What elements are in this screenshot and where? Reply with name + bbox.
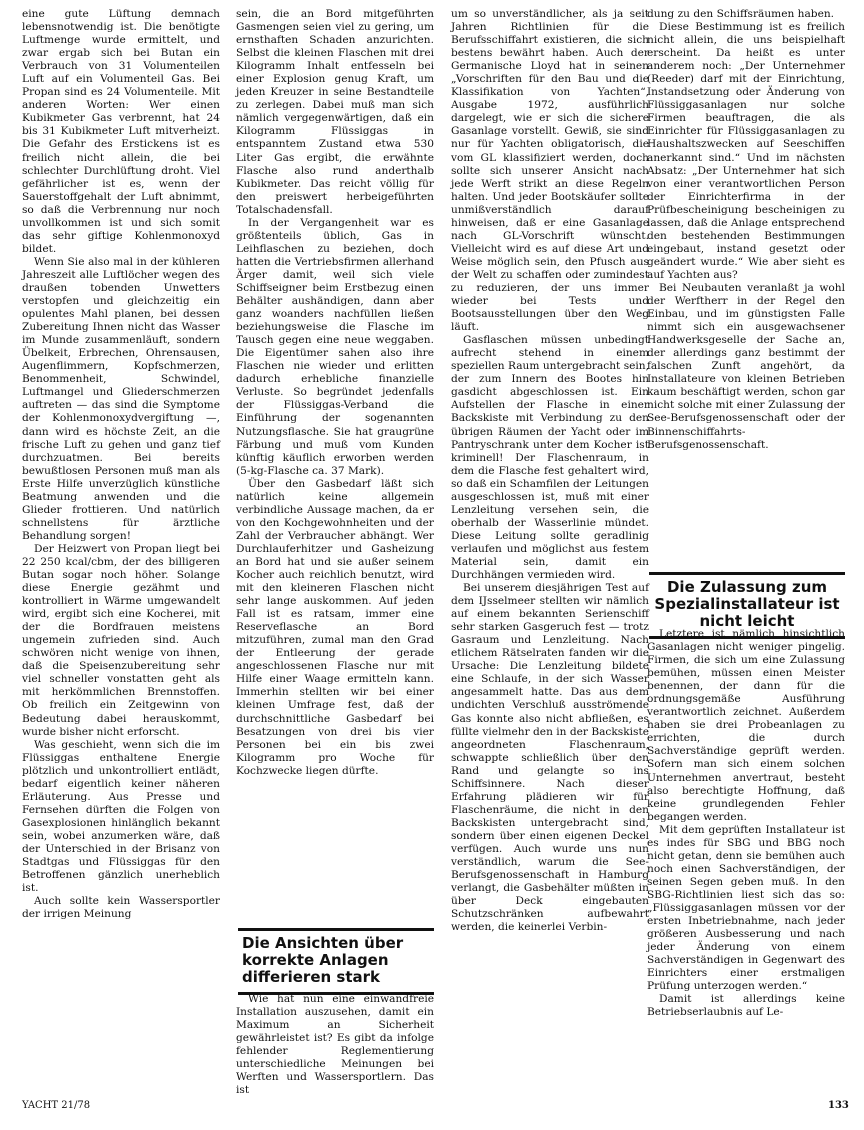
paragraph: Auch sollte kein Wassersportler der irrigen Meinung [22,895,220,921]
paragraph: Diese Bestimmung ist es freilich nicht allein, die uns beispielhaft erscheint. Da heißt es unter anderem noch: „Der Unternehmer (Reeder) darf mit der Einrichtung, Instandsetzung oder Änderung von Flüssiggasanlagen nur solche Firmen beauftragen, die als Einrichter für Flüssiggasanlagen zu Haushaltszwecken auf Seeschiffen anerkannt sind.“ Und im nächsten Absatz: „Der Unternehmer hat sich von einer verantwortlichen Person der Einrichterfirma in der Prüfbescheinigung bescheinigen zu lassen, daß die Anlage entsprechend den bestehenden Bestimmungen eingebaut, instand gesetzt oder geändert wurde.“ Wie aber sieht es auf Yachten aus? [647,21,845,281]
paragraph: um so unverständlicher, als ja seit Jahren Richtlinien für die Berufsschiffahrt existieren, die sich bestens bewährt haben. Auch der Germanische Lloyd hat in seinen „Vorschriften für den Bau und die Klassifikation von Yachten“, Ausgabe 1972, ausführlich dargelegt, wie er sich die sichere Gasanlage vorstellt. Gewiß, sie sind nur für Yachten obligatorisch, die vom GL klassifiziert werden, doch sollte sich unserer Ansicht nach jede Werft strikt an diese Regeln halten. Und jeder Bootskäufer sollte unmißverständlich darauf hinweisen, daß er eine Gasanlage nach GL-Vorschrift wünscht. Vielleicht wird es auf diese Art und Weise möglich sein, den Pfusch aus der Welt zu schaffen oder zumindest zu reduzieren, der uns immer wieder bei Tests und Bootsausstellungen über den Weg läuft. [451,8,649,334]
paragraph: Über den Gasbedarf läßt sich natürlich keine allgemein verbindliche Aussage machen, da er von den Kochgewohnheiten und der Zahl der Verbraucher abhängt. Wer Durchlauferhitzer und Gasheizung an Bord hat und sie außer seinem Kocher auch reichlich benutzt, wird mit den kleineren Flaschen nicht sehr lange auskommen. Auf jeden Fall ist es ratsam, immer eine Reserveflasche an Bord mitzuführen, zumal man den Grad der Entleerung der gerade angeschlossenen Flasche nur mit Hilfe einer Waage ermitteln kann. Immerhin stellten wir bei einer kleinen Umfrage fest, daß der durchschnittliche Gasbedarf bei Besatzungen von drei bis vier Personen bei ein bis zwei Kilogramm pro Woche für Kochzwecke liegen dürfte. [236,477,434,777]
paragraph: Bei unserem diesjährigen Test auf dem IJsselmeer stellten wir nämlich auf einem bekannten Serienschiff sehr starken Gasgeruch fest — trotz Gasraum und Lenzleitung. Nach etlichem Rätselraten fanden wir die Ursache: Die Lenzleitung bildete eine Schlaufe, in der sich Wasser angesammelt hatte. Das aus dem undichten Verschluß ausströmende Gas konnte also nicht abfließen, es füllte vielmehr den in der Backskiste angeordneten Flaschenraum, schwappte schließlich über den Rand und gelangte so ins Schiffsinnere. Nach dieser Erfahrung plädieren wir für Flaschenräume, die nicht in den Backskisten untergebracht sind, sondern über einen eigenen Deckel verfügen. Auch wurde uns nun verständlich, warum die See-Berufsgenossenschaft in Hamburg verlangt, die Gasbehälter müßten in über Deck eingebauten Schutzschränken aufbewahrt werden, die keinerlei Verbin- [451,582,649,934]
article-column-4-bottom [647,628,845,1098]
paragraph: Letztere ist nämlich hinsichtlich Gasanlagen nicht weniger pingelig. Firmen, die sich um eine Zulassung bemühen, müssen einen Meister benennen, der dann für die ordnungsgemäße Ausführung verantwortlich zeichnet. Außerdem haben sie drei Probeanlagen zu errichten, die durch Sachverständige geprüft werden. Sofern man sich einem solchen Unternehmen anvertraut, besteht also berechtigte Hoffnung, daß keine grundlegenden Fehler begangen werden. [647,628,845,823]
issue-label: YACHT 21/78 [22,1100,91,1111]
paragraph: Was geschieht, wenn sich die im Flüssiggas enthaltene Energie plötzlich und unkontrolliert entlädt, bedarf eigentlich keiner näheren Erläuterung. Aus Presse und Fernsehen dürften die Folgen von Gasexplosionen hinlänglich bekannt sein, wobei anzumerken wäre, daß der Unterschied in der Brisanz von Stadtgas und Flüssiggas für den Betroffenen gänzlich unerheblich ist. [22,738,220,895]
article-column-1 [22,8,220,1074]
paragraph: Der Heizwert von Propan liegt bei 22 250 kcal/cbm, der des billigeren Butan sogar noch höher. Solange diese Energie gezähmt und kontrolliert in Wärme umgewandelt wird, ergibt sich eine Kocherei, mit der die Bordfrauen meistens ungemein zufrieden sind. Auch schwören nicht wenige von ihnen, daß die Speisenzubereitung sehr viel schneller vonstatten geht als mit herkömmlichen Brennstoffen. Ob freilich ein Zeitgewinn von Bedeutung dabei herauskommt, wurde bisher nicht erforscht. [22,542,220,738]
paragraph: Damit ist allerdings keine Betriebserlaubnis auf Le- [647,993,845,1019]
article-column-2 [236,8,434,777]
paragraph: In der Vergangenheit war es größtenteils üblich, Gas in Leihflaschen zu beziehen, doch hatten die Vertriebsfirmen allerhand Ärger damit, weil sich viele Schiffseigner beim Erstbezug einen Behälter aushändigen, dann aber ganz woanders nachfüllen ließen beziehungsweise die Flasche im Tausch gegen eine neue weggaben. Die Eigentümer sahen also ihre Flaschen nie wieder und erlitten dadurch erhebliche finanzielle Verluste. So begründet jedenfalls der Flüssiggas-Verband die Einführung der sogenannten Nutzungsflasche. Sie hat graugrüne Färbung und muß vom Kunden künftig käuflich erworben werden (5-kg-Flasche ca. 37 Mark). [236,216,434,477]
paragraph: Gasflaschen müssen unbedingt aufrecht stehend in einem speziellen Raum untergebracht sein, der zum Innern des Bootes hin gasdicht abgeschlossen ist. Ein Aufstellen der Flasche in einer Backskiste mit Verbindung zu den übrigen Räumen der Yacht oder im Pantryschrank unter dem Kocher ist kriminell! Der Flaschenraum, in dem die Flasche fest gehaltert wird, so daß ein Schamfilen der Leitungen ausgeschlossen ist, muß mit einer Lenzleitung versehen sein, die oberhalb der Wasserlinie mündet. Diese Leitung sollte geradlinig verlaufen und möglichst aus festem Material sein, damit ein Durchhängen vermieden wird. [451,334,649,582]
paragraph: Bei Neubauten veranlaßt ja wohl der Werftherr in der Regel den Einbau, und im günstigsten Falle nimmt sich ein ausgewachsener Handwerksgeselle der Sache an, der allerdings ganz bestimmt der falschen Zunft angehört, da Installateure von kleinen Betrieben kaum beschäftigt werden, schon gar nicht solche mit einer Zulassung der See-Berufsgenossenschaft oder der Binnenschiffahrts-Berufsgenossenschaft. [647,281,845,451]
section-heading: Die Zulassung zum Spezialinstallateur ist nicht leicht [649,572,845,639]
paragraph: sein, die an Bord mitgeführten Gasmengen seien viel zu gering, um ernsthaften Schaden anzurichten. Selbst die kleinen Flaschen mit drei Kilogramm Inhalt entfesseln bei einer Explosion genug Kraft, um jeden Kreuzer in seine Bestandteile zu zerlegen. Dabei muß man sich nämlich vergegenwärtigen, daß ein Kilogramm Flüssiggas in entspanntem Zustand etwa 530 Liter Gas ergibt, die erwähnte Flasche also rund anderthalb Kubikmeter. Das reicht völlig für den preiswert herbeigeführten Totalschadensfall. [236,8,434,216]
paragraph: Mit dem geprüften Installateur ist es indes für SBG und BBG noch nicht getan, denn sie bemühen auch noch einen Sachverständigen, der seinen Segen geben muß. In den SBG-Richtlinien liest sich das so: „Flüssiggasanlagen müssen vor der ersten Inbetriebnahme, nach jeder größeren Ausbesserung und nach jeder Änderung von einem Sachverständigen in Gegenwart des Einrichters einer erstmaligen Prüfung unterzogen werden.“ [647,823,845,993]
article-column-2-bottom [236,993,434,1097]
paragraph: Wenn Sie also mal in der kühleren Jahreszeit alle Luftlöcher wegen des draußen tobenden Unwetters verstopfen und gleichzeitig ein opulentes Mahl planen, bei dessen Zubereitung Ihnen nicht das Wasser im Munde zusammenläuft, sondern Übelkeit, Erbrechen, Ohrensausen, Augenflimmern, Kopfschmerzen, Benommenheit, Schwindel, Luftmangel und Gliederschmerzen auftreten — das sind die Symptome der Kohlenmonoxydvergiftung —, dann wird es höchste Zeit, an die frische Luft zu gehen und ganz tief durchzuatmen. Bei bereits bewußtlosen Personen muß man als Erste Hilfe unverzüglich künstliche Beatmung anwenden und die Glieder frottieren. Und natürlich schnellstens für ärztliche Behandlung sorgen! [22,255,220,542]
page-number: 133 [828,1100,849,1111]
section-heading: Die Ansichten über korrekte Anlagen differieren stark [238,928,434,995]
article-column-4 [647,8,845,563]
article-column-3 [451,8,649,1098]
paragraph: Wie hat nun eine einwandfreie Installation auszusehen, damit ein Maximum an Sicherheit gewährleistet ist? Es gibt da infolge fehlender Reglementierung unterschiedliche Meinungen bei Werften und Wassersportlern. Das ist [236,993,434,1097]
paragraph: dung zu den Schiffsräumen haben. [647,8,835,20]
paragraph: eine gute Lüftung demnach lebensnotwendig ist. Die benötigte Luftmenge wurde ermittelt, und zwar ergab sich bei Butan ein Verbrauch von 31 Volumenteilen Luft auf ein Volumenteil Gas. Bei Propan sind es 24 Volumenteile. Mit anderen Worten: Wer einen Kubikmeter Gas verbrennt, hat 24 bis 31 Kubikmeter Luft mitverheizt. Die Gefahr des Erstickens ist es freilich nicht allein, die bei schlechter Durchlüftung droht. Viel gefährlicher ist es, wenn der Sauerstoffgehalt der Luft abnimmt, so daß die Verbrennung nur noch unvollkommen ist und sich somit das sehr giftige Kohlenmonoxyd bildet. [22,8,220,255]
